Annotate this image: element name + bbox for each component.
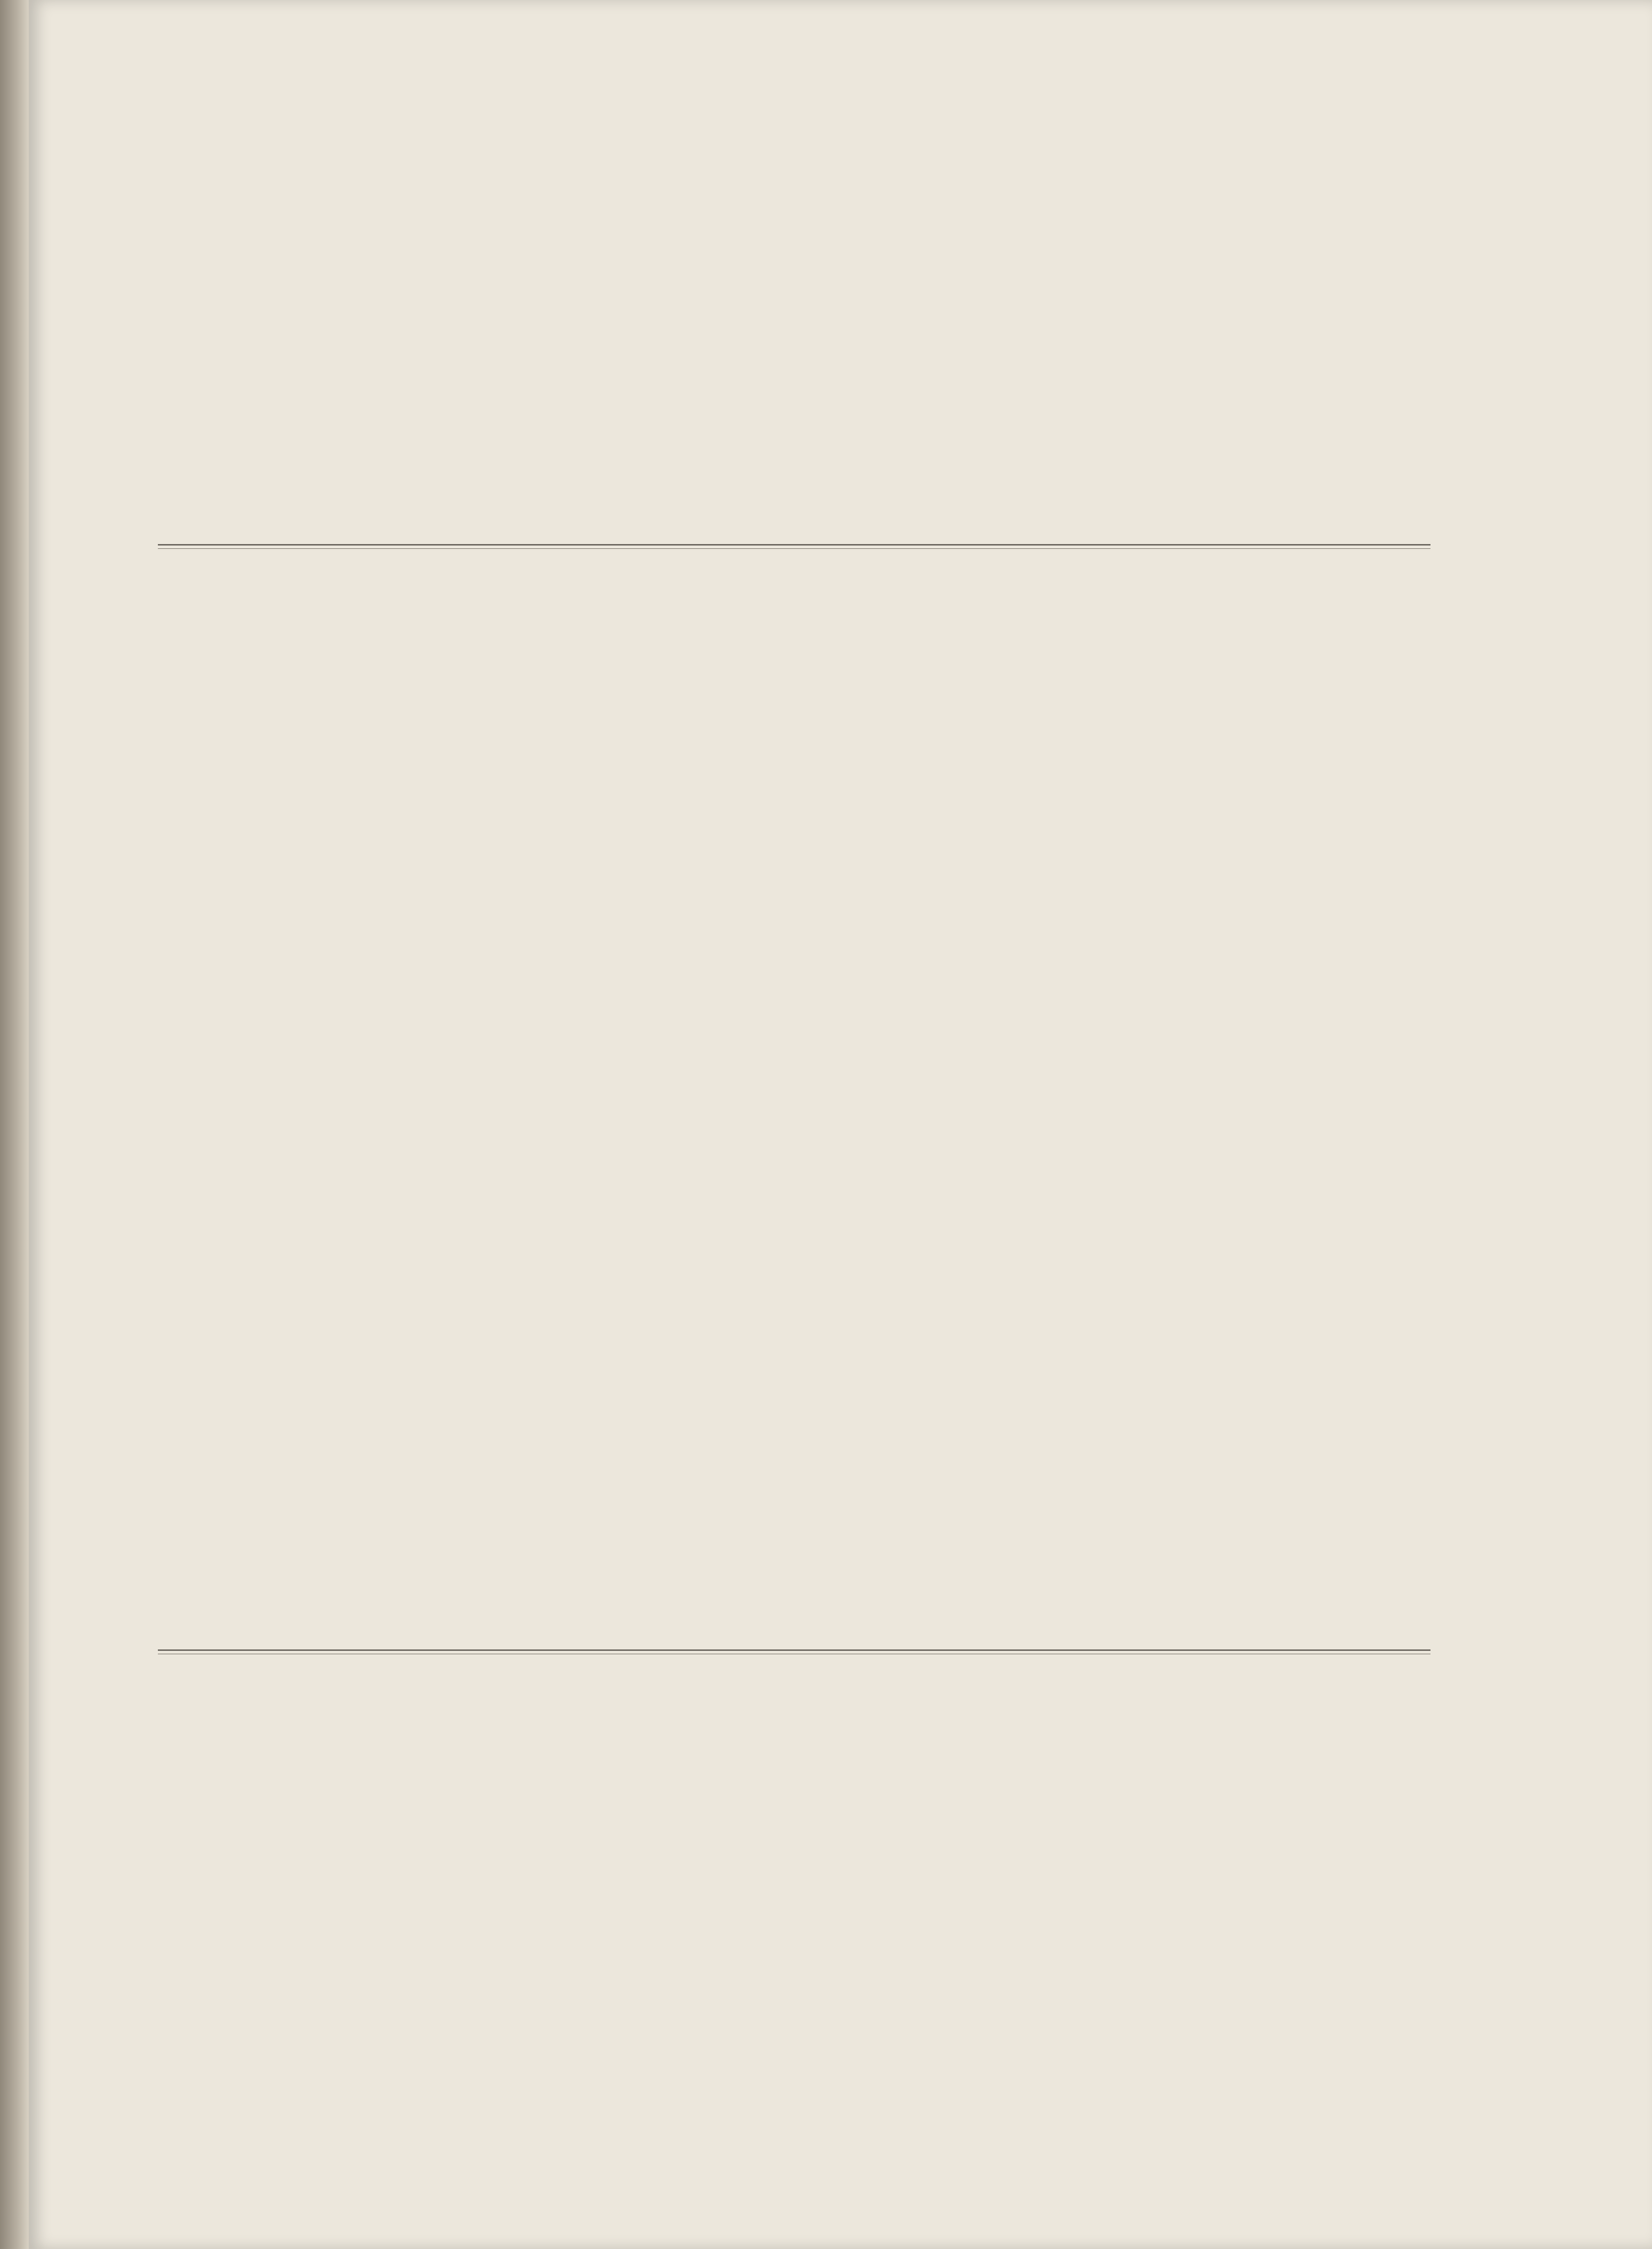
page: [29, 0, 1652, 2249]
top-rule: [158, 544, 1430, 549]
book-spine: [0, 0, 29, 2249]
bottom-rule: [158, 1649, 1430, 1654]
